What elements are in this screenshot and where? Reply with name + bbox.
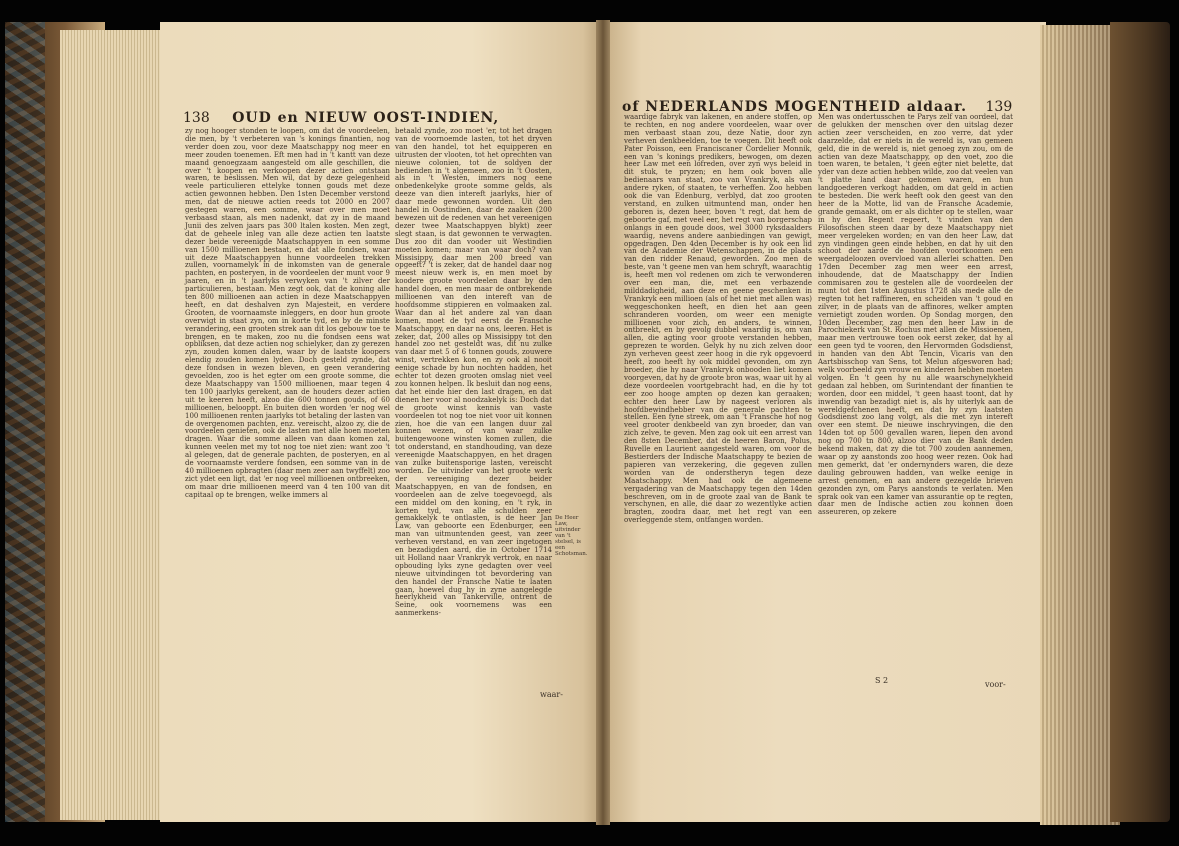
- left-header: [183, 110, 499, 126]
- right-signature: S 2: [875, 676, 889, 685]
- right-column-1: waardige fabryk van lakenen, en andere stoffen, op te rechten, en nog andere voordeelen, waar over men verbaast staan zou, deze Natie, door zyn verheven denkbeelden, toe te voegen. Dit heeft ook Pater Poisson, een Franciscaner Cordelier Monnik, een van 's konings predikers, bewogen, om dezen heer Law met een lofreden, over zyn wys beleid in dit stuk, te pryzen; en hem ook boven alle bedienaars van staat, zoo van Vrankryk, als van andere ryken, of staaten, te verheffen. Zoo hebben ook die van Edenburg, verblyd, dat zoo grooten verstand, en zulken uitmuntend man, onder hen geboren is, dezen heer, boven 't regt, dat hem de geboorte gaf, met veel eer, het regt van borgerschap onlangs in een goude doos, wel 3000 ryksdaalders waardig, nevens andere aanbiedingen van gewigt, opgedragen. Den 4den December is hy ook een lid van de Academie der Wetenschappen, in de plaats van den ridder Renaud, geworden. Zoo men de beste, van 't geene men van hem schryft, waarachtig is, heeft men vol redenen om zich te verwonderen over een man, die, met een verbazende milddadigheid, aan deze en geene geschenken in Vrankryk een millioen (als of het niet met allen was) weggeschonken heeft, en dien het aan geen schranderen voorden, om weer een menigte millioenen voor zich, en anders, te winnen, ontbreekt, en by gevolg dubbel waardig is, om van allen, die agting voor groote verstanden hebben, geprezen te worden. Gelyk hy nu zich zelven door zyn verheven geest zeer hoog in die ryk opgevoerd heeft, zoo heeft hy ook middel gevonden, om zyn broeder, die hy naar Vrankryk onbooden liet komen voorgeven, dat hy de groote bron was, waar uit hy al deze voordeelen voortgebracht had, en die hy tot eer zoo hooge ampten op dezen kan geraaken; echter den heer Law by nageest verloren als hoofdbewindhebber van de generale pachten te stellen. Een fyne streek, om aan 't Fransche hof nog veel grooter denkbeeld van zyn broeder, dan van zich zelve, te geven. Men zag ook uit een arrest van den 8sten December, dat de heeren Baron, Polus, Ruvelle en Laurient aangesteld waren, om voor de Bestierders der Indische Maatschappy te bezien de papieren van verzekering, die gegeven zullen worden van de onderstheryn tegen deze Maatschappy. Men had ook de algemeene vergadering van de Maatschappy tegen den 14den beschreven, om in de groote zaal van de Bank te verschynen, en alle, die daar zo wezentlyke actien bragten, zoodra daar, met het regt van een overleggende stem, ontfangen worden.: [624, 113, 812, 525]
- left-column-1: zy nog hooger stonden te loopen, om dat de voordeelen, die men, by 't verbeteren van 's konings finantien, nog verder doen zou, voor deze Maatschappy nog meer en meer zouden toenemen. Eft men had in 't kantt van deze maand genoegzaam aangesteld om alle geschillen, die over 't koopen en verkoopen dezer actien ontstaan waren, te beslissen. Men wil, dat by deze gelegenheid veele particulieren ettelyke tonnen gouds met deze actien gewonnen hebben. Den 1sten December verstond men, dat de nieuwe actien reeds tot 2000 en 2007 gestegen waren, een somme, waar over men moet verbaasd staan, als men nadenkt, dat zy in de maand Junii des zelven jaars pas 300 ltalen kosten. Men zegt, dat de geheele inleg van alle deze actien ten laatste dezer beide vereenigde Maatschappyen in een somme van 1500 millioenen bestaat, en dat alle fondsen, waar uit deze Maatschappyen hunne voordeelen trekken zullen, voornamelyk in de inkomsten van de generale pachten, en posteryen, in de voordeelen der munt voor 9 jaaren, en in 't jaarlyks verwyken van 't zilver der particulieren, bestaan. Men zegt ook, dat de koning alle ten 800 millioenen aan actien in deze Maatschappyen heeft, en dat deshalven zyn Majesteit, en verdere Grooten, de voornaamste inleggers, en door hun groote overwigt in staat zyn, om in korte tyd, en by de minste verandering, een grooten strek aan dit los gebouw toe te brengen, en te maken, zoo nu die fondsen eens wat opbliksen, dat deze actien nog schielyker, dan zy gerezen zyn, zouden komen dalen, waar by de laatste koopers elendig zouden komen lyden. Doch gesteld zynde, dat deze fondsen in wezen bleven, en geen verandering gevoelden, zoo is het egter om een groote somme, die deze Maatschappy van 1500 millioenen, maar tegen 4 ten 100 jaarlyks gerekent, aan de houders dezer actien uit te keeren heeft, alzoo die 600 tonnen gouds, of 60 millioenen, belooppt. En buiten dien worden 'er nog wel 100 millioenen renten jaarlyks tot betaling der lasten van de overgenomen pachten, enz. vereischt, alzoo zy, die de voordeelen genieten, ook de lasten met alle hoen moeten dragen. Waar die somme alleen van daan komen zal, kunnen veelen met my tot nog toe niet zien: want zoo 't al gelegen, dat de generale pachten, de posteryen, en al de voornaamste verdere fondsen, een somme van in de 40 millioenen opbragten (daar men zeer aan twyffelt) zoo zict ydet een ligt, dat 'er nog veel millioenen ontbreeken, om maar drie millioenen meerd van 4 ten 100 van dit capitaal op te brengen, welke immers al: [185, 127, 390, 499]
- right-page-number: 139: [985, 99, 1013, 115]
- left-running-title: OUD en NIEUW OOST-INDIEN,: [232, 110, 500, 126]
- marbled-edge: [5, 22, 45, 822]
- left-column-2: betaald zynde, zoo moet 'er, tot het dragen van de voornoemde lasten, tot het dryven van den handel, tot het equipperen en uitrusten der vlooten, tot het oprechten van nieuwe colonien, tot de soldyen der bedienden in 't algemeen, zoo in 't Oosten, als in 't Westen, immers nog eene onbedenkelyke groote somme gelds, als deeze van dien intereft jaarlyks, hier of daar mede gewonnen worden. Uit den handel in Oostindien, daar de zaaken (200 bewezen uit de redenen van het vereenigen dezer twee Maatschappyen blykt) zeer slegt staan, is dat gewonnen te verwagten. Dus zoo dit dan vooder uit Westindien moeten komen; maar van waar doch? van Missisippy, daar men 200 breed van opgeeft? 't is zeker, dat de handel daar nog meest nieuw werk is, en men moet by koodere groote voordeelen daar by den handel doen, en men maar de ontbrekende millioenen van den intereft van de hoofdsomme stippieren en volmaaken zal. Waar dan al het andere zal van daan komen, moet de tyd eerst de Fransche Maatschappy, en daar na ons, leeren. Het is zeker, dat, 200 alles op Missisippy tot den handel zoo net gesteldt was, dit nu zulke van daar met 5 of 6 tonnen gouds, zouwere winst, vertrekken kon, en zy ook al nooit eenige schade by hun nochten hadden, het echter tot dezen grooten omslag niet veel zou konnen helpen. Ik besluit dan nog eens, dat het einde hier den last dragen, en dat dienen her voor al noodzakelyk is: Doch dat de groote winst kennis van vaste voordeelen tot nog toe niet voor uit konnen zien, hoe die van een langen duur zal konnen wezen, of van waar zulke buitengewoone winsten komen zullen, die tot onderstand, en standhouding, van deze vereenigde Maatschappyen, en het dragen van zulke buitensporige lasten, vereischt worden. De uitvinder van het groote werk der vereeniging dezer beider Maatschappyen, en van de fondsen, en voordeelen aan de zelve toegevoegd, als een middel om den koning, en 't ryk, in korten tyd, van alle schulden zeer gemakkelyk te ontlasten, is de heer Jan Law, van geboorte een Edenburger, een man van uitmuntenden geest, van zeer verheven verstand, en van zeer ingetogen en bezadigden aard, die in October 1714 uit Holland naar Vrankryk vertrok, en naar opbouding lyks zyne gedagten over veel nieuwe uitvindingen tot bevordering van den handel der Fransche Natie te laaten gaan, hoewel dug hy in zyne aangelegde heerlykheid van Tankerville, ontrent de Seine, ook voornemens was een aanmerkens-: [395, 127, 552, 618]
- left-margin-note: De Heer Law, uitvinder van 't stelsel, is een Schotsman.: [555, 515, 588, 557]
- left-page-number: 138: [183, 110, 210, 126]
- right-cover: [1110, 22, 1170, 822]
- left-page-edges: [60, 30, 170, 820]
- right-running-title: of NEDERLANDS MOGENTHEID aldaar.: [622, 99, 968, 115]
- right-page-edges: [1040, 25, 1120, 825]
- left-catchword: waar-: [540, 690, 563, 699]
- right-catchword: voor-: [985, 680, 1006, 689]
- book-gutter: [596, 20, 610, 825]
- right-column-2: Men was ondertusschen te Parys zelf van oordeel, dat de gelukken der menschen over den uitslag dezer actien zeer verscheiden, en zoo verre, dat yder daarzelde, dat er niets in de wereld is, van gemeen geld, die in de wereld is, niet genoeg zyn zou, om de actien van deze Maatschappy, op den voet, zoo die toen waren, te betalen, 't geen egter niet belette, dat yder van deze actien hebben wilde, zoo dat veelen van 't platte land daar gekomen waren, en hun landgoederen verkogt hadden, om dat geld in actien te besteden. Die werk heeft ook den geest van den heer de la Motte, lid van de Fransche Academie, grande gemaakt, om er als dichter op te stellen, waar in hy den Regent regeert, 't vinden van den Filosofischen steen daar by deze Maatschappy niet meer vergeleken worden; en van den heer Law, dat zyn vindingen geen einde hebben, en dat hy uit den schoot der aarde de hoofden voortkoomen een weergadeloozen overvloed van allerlei schatten. Den 17den December zag men weer een arrest, inhoudende, dat de Maatschappy der Indien commisaren zou te gestelen alle de voordeelen der munt tot den 1sten Augustus 1728 als mede alle de regten tot het raffineren, en scheiden van 't goud en zilver, in de plaats van de affinores, welker ampten vernietigt zouden worden. Op Sondag morgen, den 10den December, zag men den heer Law in de Parochiekerk van St. Rochus met allen de Missioenen, maar men vertrouwe toen ook eerst zeker, dat hy al een geen tyd te vooren, den Hervormden Godsdienst, in handen van den Abt Tencin, Vicaris van den Aartsbisschop van Sens, tot Melun afgesworen had; welk voorbeeld zyn vrouw en kinderen hebben moeten volgen. En 't geen hy nu alle waarschynelykheid gedaan zal hebben, om Surintendant der finantien te worden, door een middel, 't geen haast toont, dat hy inwendig van bezadigt niet is, als hy uiterlyk aan de wereldgefchenen heeft, en dat hy zyn laatsten Godsdienst zoo lang volgt, als die met zyn intereft over een stemt. De nieuwe inschryvingen, die den 14den tot op 500 gevallen waren, liepen den avond nog op 700 tn 800, alzoo dier van de Bank deden bekend maken, dat zy die tot 700 zouden aannemen, waar op zy aanstonds zoo hoog weer rezen. Ook had men gemerkt, dat 'er ondernynders waren, die deze dauling gebrouwen hadden, van welke eenige in arrest genomen, en aan andere gezegelde brieven gezonden zyn, om Parys aanstonds te verlaten. Men sprak ook van een kamer van assurantie op te regten, daar men de Indische actien zou konnen doen asseureren, op zekere: [818, 113, 1013, 517]
